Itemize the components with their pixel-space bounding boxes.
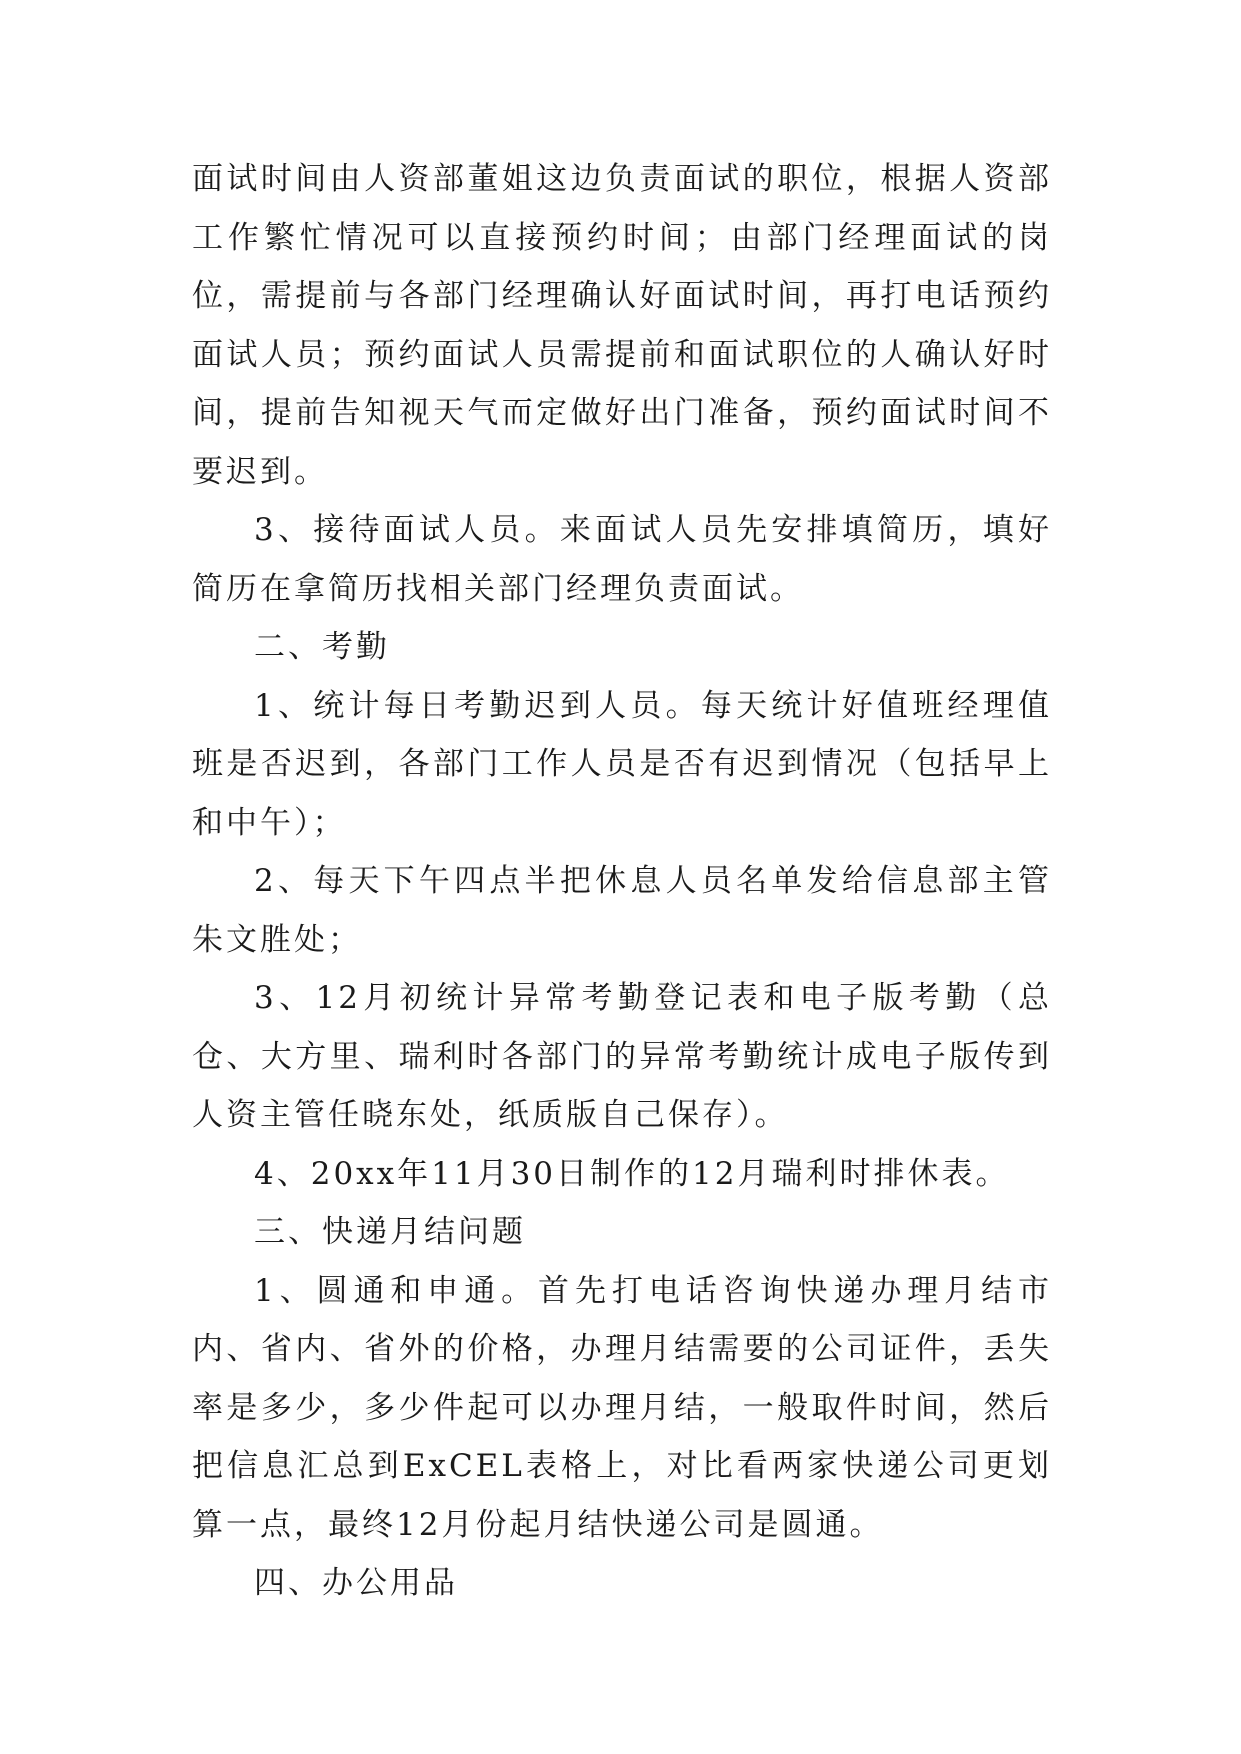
section-heading-courier: 三、快递月结问题 [254,1214,526,1250]
paragraph-rest-list: 2、每天下午四点半把休息人员名单发给信息部主管朱文胜处； [192,863,1052,958]
paragraph-daily-lateness: 1、统计每日考勤迟到人员。每天统计好值班经理值班是否迟到，各部门工作人员是否有迟到情况（包括早上和中午）； [192,687,1052,841]
paragraph-rest-schedule: 4、20xx年11月30日制作的12月瑞利时排休表。 [254,1155,1010,1192]
paragraph-courier-comparison: 1、圆通和申通。首先打电话咨询快递办理月结市内、省内、省外的价格，办理月结需要的公司证件，丢失率是多少，多少件起可以办理月结，一般取件时间，然后把信息汇总到ExCEL表格上，对比看两家快递公司更划算一点，最终12月份起月结快递公司是圆通。 [192,1272,1052,1543]
paragraph-interview-scheduling: 面试时间由人资部董姐这边负责面试的职位，根据人资部工作繁忙情况可以直接预约时间；由部门经理面试的岗位，需提前与各部门经理确认好面试时间，再打电话预约面试人员；预约面试人员需提前和面试职位的人确认好时间，提前告知视天气而定做好出门准备，预约面试时间不要迟到。 [192,161,1052,490]
paragraph-receive-candidates: 3、接待面试人员。来面试人员先安排填简历，填好简历在拿简历找相关部门经理负责面试。 [192,512,1052,607]
document-page [192,150,1052,1613]
section-heading-attendance: 二、考勤 [254,629,390,665]
section-heading-office-supplies: 四、办公用品 [254,1565,458,1601]
paragraph-abnormal-attendance: 3、12月初统计异常考勤登记表和电子版考勤（总仓、大方里、瑞利时各部门的异常考勤统计成电子版传到人资主管任晓东处，纸质版自己保存）。 [192,980,1052,1133]
